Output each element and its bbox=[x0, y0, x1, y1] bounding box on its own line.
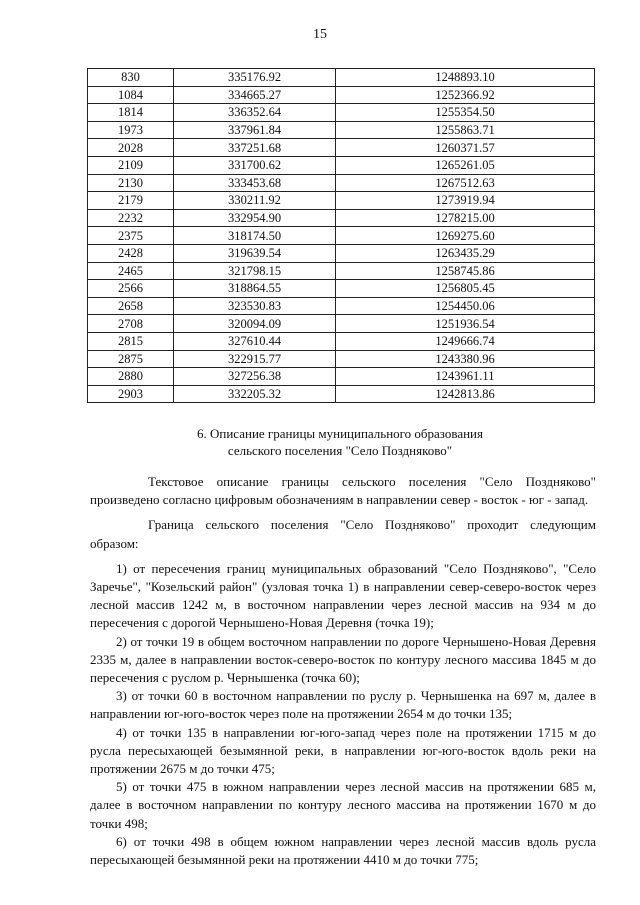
section-title bbox=[100, 425, 580, 459]
point-number-cell: 2130 bbox=[88, 174, 174, 192]
y-coordinate-cell: 1248893.10 bbox=[336, 69, 595, 87]
point-number-cell: 2028 bbox=[88, 139, 174, 157]
list-item: 2) от точки 19 в общем восточном направлении по дороге Чернышено-Новая Деревня 2335 м, далее в направлении восток-северо-восток по контуру лесного массива 1845 м до пересечения с руслом р. Чернышенка (точка 60); bbox=[90, 633, 596, 686]
lead-paragraph: Граница сельского поселения "Село Поздняково" проходит следующим образом: bbox=[90, 517, 596, 551]
x-coordinate-cell: 337961.84 bbox=[174, 121, 336, 139]
point-number-cell: 2179 bbox=[88, 192, 174, 210]
table-row bbox=[88, 297, 595, 315]
list-item: 1) от пересечения границ муниципальных образований "Село Поздняково", "Село Заречье", "Козельский район" (узловая точка 1) в направлении север-северо-восток через лесной массив 1242 м, в восточном направлении через лесной массив на 934 м до пересечения с дорогой Чернышено-Новая Деревня (точка 19); bbox=[90, 560, 596, 631]
x-coordinate-cell: 320094.09 bbox=[174, 315, 336, 333]
table-row bbox=[88, 69, 595, 87]
list-item: 3) от точки 60 в восточном направлении по руслу р. Чернышенка на 697 м, далее в направлении юг-юго-восток через поле на протяжении 2654 м до точки 135; bbox=[90, 688, 596, 722]
x-coordinate-cell: 327256.38 bbox=[174, 368, 336, 386]
table-row bbox=[88, 156, 595, 174]
x-coordinate-cell: 331700.62 bbox=[174, 156, 336, 174]
table-row bbox=[88, 244, 595, 262]
x-coordinate-cell: 318174.50 bbox=[174, 227, 336, 245]
y-coordinate-cell: 1255863.71 bbox=[336, 121, 595, 139]
point-number-cell: 2658 bbox=[88, 297, 174, 315]
x-coordinate-cell: 327610.44 bbox=[174, 332, 336, 350]
y-coordinate-cell: 1252366.92 bbox=[336, 86, 595, 104]
point-number-cell: 2815 bbox=[88, 332, 174, 350]
table-row bbox=[88, 174, 595, 192]
list-item: 6) от точки 498 в общем южном направлении через лесной массив вдоль русла пересыхающей безымянной реки на протяжении 4410 м до точки 775; bbox=[90, 833, 596, 868]
y-coordinate-cell: 1269275.60 bbox=[336, 227, 595, 245]
y-coordinate-cell: 1251936.54 bbox=[336, 315, 595, 333]
x-coordinate-cell: 332954.90 bbox=[174, 209, 336, 227]
list-item: 4) от точки 135 в направлении юг-юго-запад через поле на протяжении 1715 м до русла пересыхающей безымянной реки, в направлении юг-юго-восток вдоль реки на протяжении 2675 м до точки 475; bbox=[90, 724, 596, 777]
point-number-cell: 2109 bbox=[88, 156, 174, 174]
section-title-line-1: 6. Описание границы муниципального образования bbox=[197, 426, 483, 441]
table-row bbox=[88, 86, 595, 104]
x-coordinate-cell: 321798.15 bbox=[174, 262, 336, 280]
point-number-cell: 2232 bbox=[88, 209, 174, 227]
x-coordinate-cell: 337251.68 bbox=[174, 139, 336, 157]
point-number-cell: 2708 bbox=[88, 315, 174, 333]
section-title-line-2: сельского поселения "Село Поздняково" bbox=[227, 443, 453, 458]
x-coordinate-cell: 330211.92 bbox=[174, 192, 336, 210]
y-coordinate-cell: 1256805.45 bbox=[336, 280, 595, 298]
x-coordinate-cell: 322915.77 bbox=[174, 350, 336, 368]
y-coordinate-cell: 1254450.06 bbox=[336, 297, 595, 315]
y-coordinate-cell: 1267512.63 bbox=[336, 174, 595, 192]
page-number: 15 bbox=[313, 27, 327, 42]
x-coordinate-cell: 333453.68 bbox=[174, 174, 336, 192]
table-row bbox=[88, 332, 595, 350]
x-coordinate-cell: 332205.32 bbox=[174, 385, 336, 403]
y-coordinate-cell: 1258745.86 bbox=[336, 262, 595, 280]
y-coordinate-cell: 1273919.94 bbox=[336, 192, 595, 210]
table-row bbox=[88, 121, 595, 139]
coordinates-table bbox=[87, 68, 595, 403]
list-item: 5) от точки 475 в южном направлении через лесной массив на протяжении 685 м, далее в восточном направлении по контуру лесного массива на протяжении 1670 м до точки 498; bbox=[90, 779, 596, 831]
intro-paragraph: Текстовое описание границы сельского поселения "Село Поздняково" произведено согласно цифровым обозначениям в направлении север - восток - юг - запад. bbox=[90, 474, 596, 508]
y-coordinate-cell: 1242813.86 bbox=[336, 385, 595, 403]
x-coordinate-cell: 318864.55 bbox=[174, 280, 336, 298]
table-row bbox=[88, 385, 595, 403]
point-number-cell: 2375 bbox=[88, 227, 174, 245]
x-coordinate-cell: 323530.83 bbox=[174, 297, 336, 315]
table-row bbox=[88, 104, 595, 122]
boundary-description bbox=[90, 473, 596, 869]
y-coordinate-cell: 1255354.50 bbox=[336, 104, 595, 122]
coordinates-table-body bbox=[88, 69, 595, 403]
point-number-cell: 1814 bbox=[88, 104, 174, 122]
point-number-cell: 2903 bbox=[88, 385, 174, 403]
table-row bbox=[88, 315, 595, 333]
table-row bbox=[88, 350, 595, 368]
table-row bbox=[88, 262, 595, 280]
y-coordinate-cell: 1243961.11 bbox=[336, 368, 595, 386]
point-number-cell: 1973 bbox=[88, 121, 174, 139]
table-row bbox=[88, 280, 595, 298]
table-row bbox=[88, 192, 595, 210]
y-coordinate-cell: 1243380.96 bbox=[336, 350, 595, 368]
point-number-cell: 2875 bbox=[88, 350, 174, 368]
table-row bbox=[88, 368, 595, 386]
y-coordinate-cell: 1260371.57 bbox=[336, 139, 595, 157]
point-number-cell: 2880 bbox=[88, 368, 174, 386]
point-number-cell: 2428 bbox=[88, 244, 174, 262]
point-number-cell: 2465 bbox=[88, 262, 174, 280]
table-row bbox=[88, 227, 595, 245]
x-coordinate-cell: 335176.92 bbox=[174, 69, 336, 87]
x-coordinate-cell: 334665.27 bbox=[174, 86, 336, 104]
point-number-cell: 1084 bbox=[88, 86, 174, 104]
point-number-cell: 2566 bbox=[88, 280, 174, 298]
y-coordinate-cell: 1263435.29 bbox=[336, 244, 595, 262]
table-row bbox=[88, 139, 595, 157]
x-coordinate-cell: 336352.64 bbox=[174, 104, 336, 122]
table-row bbox=[88, 209, 595, 227]
x-coordinate-cell: 319639.54 bbox=[174, 244, 336, 262]
y-coordinate-cell: 1249666.74 bbox=[336, 332, 595, 350]
y-coordinate-cell: 1278215.00 bbox=[336, 209, 595, 227]
y-coordinate-cell: 1265261.05 bbox=[336, 156, 595, 174]
point-number-cell: 830 bbox=[88, 69, 174, 87]
